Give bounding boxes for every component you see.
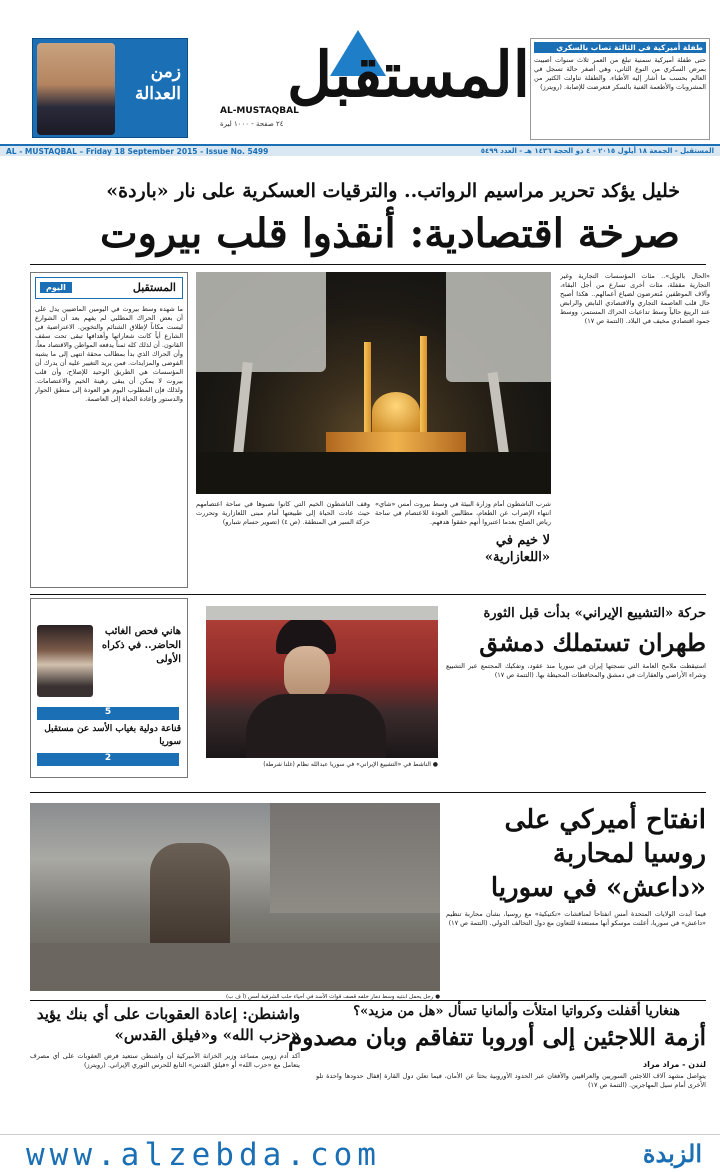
hariri-title-line2: العدالة bbox=[134, 84, 181, 104]
tents-label: لا خيم في «اللعازارية» bbox=[484, 533, 550, 565]
robe bbox=[246, 694, 386, 758]
tashayyu-headline: طهران تستملك دمشق bbox=[479, 628, 706, 657]
refugees-body: يتواصل مشهد آلاف اللاجئين السوريين والعراقيين والأفغان عبر الحدود الأوروبية بحثاً عن الأمان، فيما تعلن دول القارة إقفال حدودها واحدة تلو الأخرى أمام سيل المهاجرين. (التتمة ص ١٧) bbox=[316, 1072, 706, 1089]
footer-watermark bbox=[0, 1134, 720, 1172]
tree-foliage bbox=[196, 272, 326, 372]
hani-title: هاني فحص الغائب الحاضر.. في ذكراه الأولى bbox=[101, 626, 181, 665]
caption-right: شرب الناشطون أمام وزارة البيئة في وسط بيروت أمس «شاي» انتهاء الإضراب عن الطعام، مطالبين العودة للاعتصام في ساحة رياض الصلح بعدما اعتبروا أنهم حققوا هدفهم. bbox=[375, 500, 551, 526]
sanctions-body: أكد آدم زوبين مساعد وزير الخزانة الأميركية أن واشنطن ستعيد فرض العقوبات على أي مصرف يتعامل مع «حزب الله» أو «فيلق القدس» التابع للحرس الثوري الإيراني. (رويترز) bbox=[30, 1052, 300, 1069]
dome bbox=[372, 392, 420, 432]
masthead bbox=[0, 0, 720, 148]
logo-arabic: المستقبل bbox=[286, 38, 530, 111]
tashayyu-kicker: حركة «التشييع الإيراني» بدأت قبل الثورة bbox=[483, 606, 706, 621]
divider bbox=[30, 264, 706, 265]
sidebar-logo-text: المستقبل bbox=[132, 281, 176, 294]
russia-headline: انفتاح أميركي على روسيا لمحاربة «داعش» في سوريا bbox=[490, 805, 706, 903]
sidebar-editorial bbox=[30, 272, 188, 588]
hani-item: قناعة دولية بغياب الأسد عن مستقبل سوريا bbox=[44, 724, 181, 747]
mosque-photo bbox=[196, 272, 551, 494]
page-badge-5: 5 bbox=[37, 707, 179, 720]
face bbox=[284, 646, 330, 700]
aleppo-caption: ● رجل يحمل ابنتيه وسط دمار خلفه قصف قوات الأسد في أحياء حلب الشرقية أمس (أ ف ب) bbox=[226, 994, 440, 1000]
hani-fahs-box bbox=[30, 598, 188, 778]
tashayyu-body: استيقظت ملامح العامة التي نسجتها إيران في سوريا منذ عقود، وتفكيك المجتمع عبر التشييع وشراء الأراضي والعقارات في دمشق والمحافظات المحيطة بها. (التتمة ص ١٧) bbox=[446, 662, 706, 679]
hariri-banner bbox=[32, 38, 188, 138]
footer-logo: الزبدة bbox=[642, 1139, 702, 1168]
divider bbox=[30, 792, 706, 793]
footer-url[interactable]: www.alzebda.com bbox=[26, 1137, 381, 1172]
hariri-portrait bbox=[37, 43, 115, 135]
hani-fahs-portrait bbox=[37, 625, 93, 697]
main-body-right: «الحال بالويل».. مئات المؤسسات التجارية وغير التجارية مقفلة، مئات أخرى تسارع من أجل البقاء، وآلاف الموظفين مُتعرضون لضياع أعمالهم.. هكذا أصبح حال قلب العاصمة التجاري والاقتصادي النابض والرابض عند الرينغ حالياً وسط تداعيات الحراك المستمر، ووسط جمود اقتصادي مخيف في البلاد. (التتمة ص ١٧) bbox=[560, 272, 710, 325]
sidebar-logo bbox=[35, 277, 183, 299]
divider bbox=[30, 594, 706, 595]
hariri-banner-title bbox=[135, 61, 181, 105]
brief-body: حتى طفلة أميركية سمنية تبلغ من العمر ثلاث سنوات أصيبت بمرض السكري من النوع الثاني، وهي أصغر حالة تسجل في العالم بحسب ما أشار إليه الأطباء. والطفلة تناولت الكثير من المشروبات والأطعمة الغنية بالسكر فتعرضت للإصابة. (رويترز) bbox=[534, 56, 706, 91]
sanctions-headline: واشنطن: إعادة العقوبات على أي بنك يؤيد «حزب الله» و«فيلق القدس» bbox=[36, 1005, 300, 1044]
mosque-base bbox=[326, 432, 466, 454]
banner-strip bbox=[206, 606, 438, 620]
hariri-title-line1: زمن bbox=[150, 62, 181, 82]
brief-headline: طفلة أميركية في الثالثة تصاب بالسكري bbox=[534, 42, 706, 53]
refugees-kicker: هنغاريا أقفلت وكرواتيا امتلأت وألمانيا تسأل «هل من مزيد»؟ bbox=[353, 1004, 680, 1019]
dateline-english: AL - MUSTAQBAL – Friday 18 September 2015 - Issue No. 5499 bbox=[6, 147, 269, 156]
top-right-brief bbox=[530, 38, 710, 140]
rubble bbox=[30, 943, 440, 991]
caption-left: وقف الناشطون الخيم التي كانوا نصبوها في ساحة اعتصامهم حيث عادت الحياة إلى طبيعتها أمام مبنى اللعازارية وتحررت حركة السير في المنطقة. (ص ٤) (تصوير حسام شبارو) bbox=[196, 500, 370, 526]
cleric-caption: ● الناشط في «التشييع الإيراني» في سوريا عبدالله نظام (غلنا شرطة) bbox=[263, 761, 438, 768]
ruined-building bbox=[270, 803, 440, 913]
refugees-byline: لندن - مراد مراد bbox=[643, 1060, 706, 1069]
dateline-arabic: المستقبل - الجمعة ١٨ أيلول ٢٠١٥ - ٤ ذو الحجة ١٤٣٦ هـ - العدد ٥٤٩٩ bbox=[480, 147, 714, 155]
refugees-headline: أزمة اللاجئين إلى أوروبا تتفاقم وبان مصدوم bbox=[288, 1024, 706, 1051]
main-kicker: خليل يؤكد تحرير مراسيم الرواتب.. والترقيات العسكرية على نار «باردة» bbox=[106, 180, 680, 202]
sidebar-logo-badge: اليوم bbox=[40, 282, 72, 293]
street bbox=[196, 452, 551, 494]
dateline-bar bbox=[0, 144, 720, 156]
logo-latin: AL-MUSTAQBAL bbox=[220, 106, 299, 116]
divider bbox=[30, 1000, 706, 1001]
tree-foliage bbox=[446, 272, 551, 382]
russia-body: فيما أبدت الولايات المتحدة أمس انفتاحاً لمناقشات «تكتيكية» مع روسيا، بشأن محاربة تنظيم «داعش» في سوريا، أعلنت موسكو أنها مستعدة للتعاون مع دول التحالف الدولي. (التتمة ص ١٧) bbox=[446, 910, 706, 927]
issue-price: ٢٤ صفحة - ١٠٠٠ ليرة bbox=[220, 120, 284, 128]
aleppo-photo bbox=[30, 803, 440, 991]
page-badge-2: 2 bbox=[37, 753, 179, 766]
sidebar-body: ما شهده وسط بيروت في اليومين الماضيين يدل على أن بعض الحراك المطلبي لم يفهم بعد أن الشوارع ليست مكاناً لإطلاق الشتائم والتخوين. الاعتراضية في الشارع أياً كانت شعاراتها وأهدافها تبقى تحت سقف القانون. أن لذلك كله ثمناً يدفعه المواطن والاقتصاد معاً، وأن الحراك الذي بدأ بمطالب محقة انتهى إلى ما يشبه الفوضى والمزايدات. فمن يريد التغيير عليه أن يدرك أن المؤسسات هي الطريق الوحيد للإصلاح، وأن قلب بيروت لا يمكن أن يبقى رهينة الخيم والاعتصامات. ولذلك فإن المطلوب اليوم هو العودة إلى منطق الحوار والدستور وإعادة الحياة إلى العاصمة. bbox=[35, 305, 183, 403]
newspaper-logo bbox=[210, 38, 530, 138]
cleric-photo bbox=[206, 606, 438, 758]
main-headline: صرخة اقتصادية: أنقذوا قلب بيروت bbox=[99, 210, 680, 257]
